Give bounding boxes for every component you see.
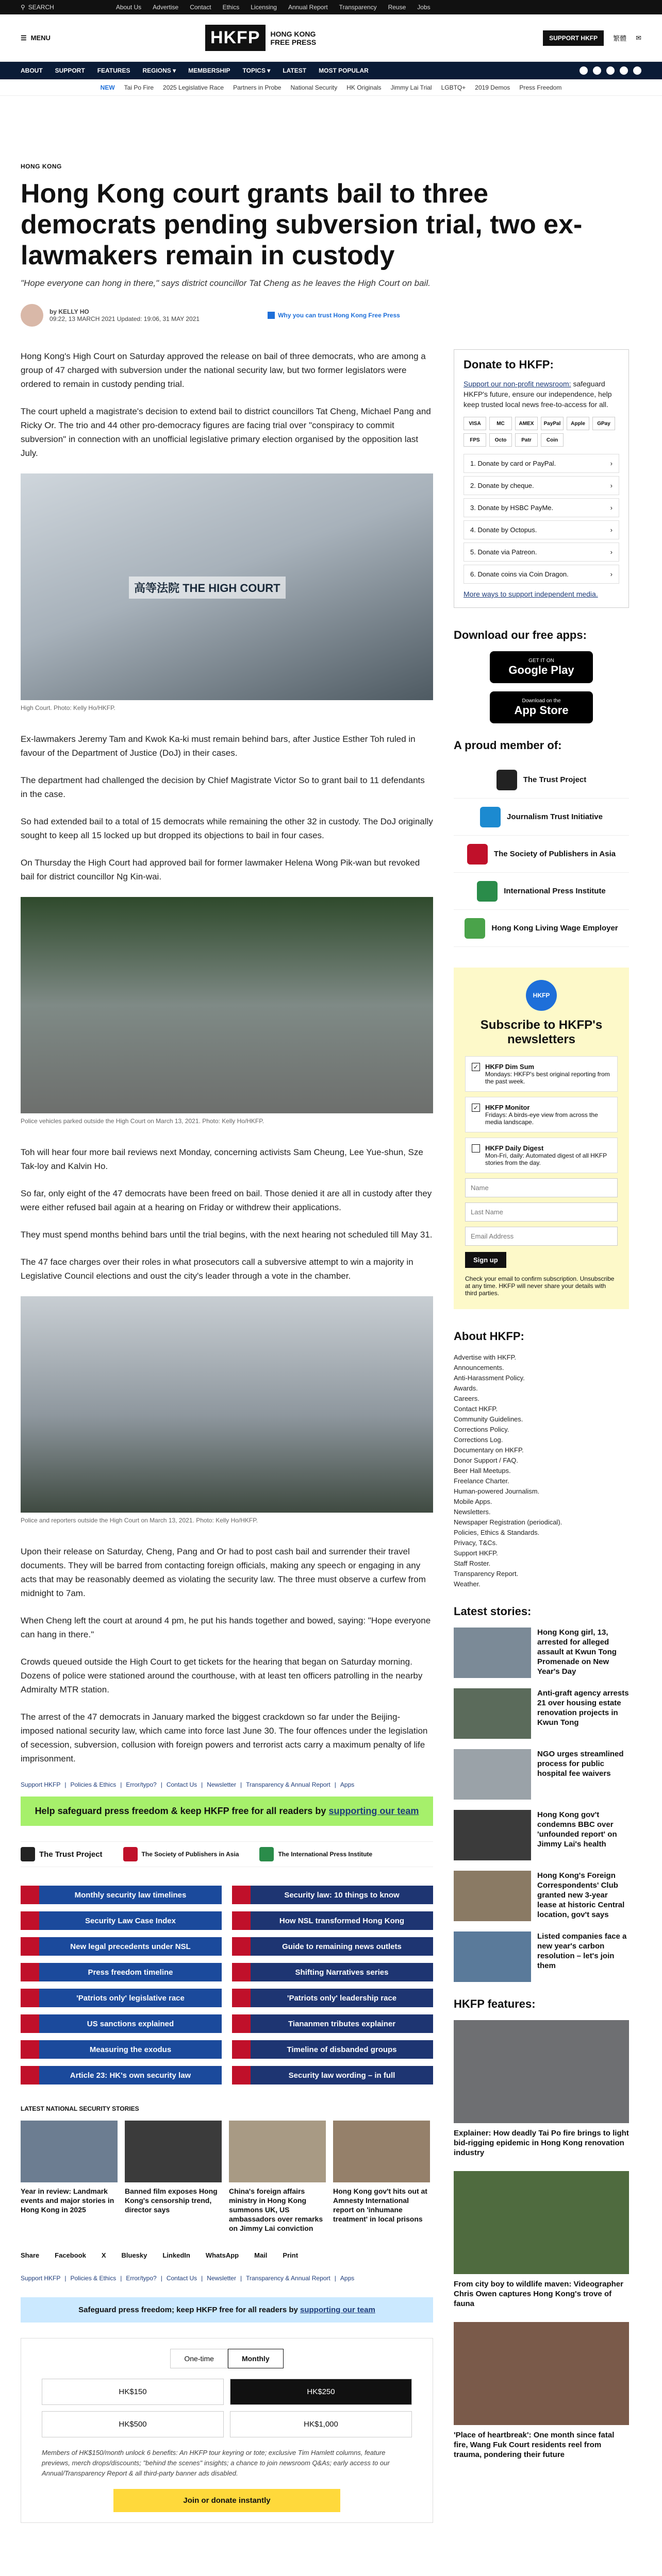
- story-title: Anti-graft agency arrests 21 over housing estate renovation projects in Kwun Tong: [537, 1689, 629, 1727]
- chevron-right-icon: ›: [610, 570, 613, 578]
- checkbox[interactable]: ✓: [472, 1104, 480, 1112]
- amount-option[interactable]: HK$150: [42, 2379, 224, 2405]
- story-thumbnail: [454, 1749, 531, 1800]
- about-link[interactable]: Transparency Report.: [454, 1570, 519, 1578]
- feature-story[interactable]: [454, 2322, 629, 2460]
- email-field[interactable]: Email Address: [465, 1227, 618, 1246]
- latest-story[interactable]: [454, 1871, 629, 1921]
- page-container: [21, 163, 641, 2523]
- donation-form: [21, 2338, 433, 2523]
- feature-story[interactable]: [454, 2020, 629, 2158]
- article-paragraph: The court upheld a magistrate's decision to extend bail to district councillors Tat Cheng, Michael Pang and Ricky Or. The trio and 44 other pro-democracy figures are facing trial over "conspiracy to commit subversion" in connection with an unofficial legislative primary election organised by the opposition last July.: [21, 406, 431, 458]
- explainer-link[interactable]: Press freedom timeline: [21, 1963, 222, 1981]
- chevron-right-icon: ›: [610, 482, 613, 489]
- feature-story[interactable]: [454, 2171, 629, 2309]
- photo-caption: High Court. Photo: Kelly Ho/HKFP.: [21, 704, 115, 711]
- utility-link-advertise[interactable]: Advertise: [153, 4, 179, 11]
- utility-link-licensing[interactable]: Licensing: [251, 4, 277, 11]
- latest-ns-card[interactable]: [333, 2121, 430, 2233]
- article-photo-high-court: [21, 473, 433, 700]
- latest-ns-card[interactable]: [229, 2121, 326, 2233]
- about-link[interactable]: Community Guidelines.: [454, 1415, 523, 1423]
- story-thumbnail: [229, 2121, 326, 2182]
- menu-label: MENU: [30, 34, 51, 42]
- membership-logos: [21, 1841, 433, 1867]
- feature-title: Explainer: How deadly Tai Po fire brings to light bid-rigging epidemic in Hong Kong renovation industry: [454, 2129, 629, 2157]
- about-link[interactable]: Careers.: [454, 1395, 479, 1402]
- trending-item[interactable]: HK Originals: [346, 83, 382, 91]
- security-explainer-links: [21, 1886, 433, 2084]
- separator: |: [334, 1781, 336, 1788]
- about-link[interactable]: Beer Hall Meetups.: [454, 1467, 511, 1475]
- separator: |: [334, 2275, 336, 2282]
- feature-thumbnail: [454, 2171, 629, 2274]
- trending-item[interactable]: 2019 Demos: [475, 83, 510, 91]
- article-category[interactable]: HONG KONG: [21, 163, 62, 170]
- explainer-link[interactable]: New legal precedents under NSL: [21, 1937, 222, 1956]
- app-store-button[interactable]: Download on the App Store: [490, 691, 593, 723]
- rss-icon[interactable]: [633, 66, 641, 75]
- photo-caption: Police vehicles parked outside the High Court on March 13, 2021. Photo: Kelly Ho/HKFP.: [21, 1117, 264, 1125]
- member-logo[interactable]: The Society of Publishers in Asia: [454, 836, 629, 873]
- facebook-icon[interactable]: [580, 66, 588, 75]
- separator: |: [160, 2275, 162, 2282]
- hkfp-badge: HKFP: [526, 980, 557, 1011]
- support-banner-link[interactable]: supporting our team: [328, 1806, 419, 1816]
- article-paragraph: Hong Kong's High Court on Saturday approved the release on bail of three democrats, who are among a group of 47 charged with subversion under the national security law, but two former legislators were ordered to remain in custody pending trial.: [21, 351, 426, 389]
- latest-story[interactable]: [454, 1749, 629, 1800]
- last-name-field[interactable]: Last Name: [465, 1202, 618, 1222]
- menu-button[interactable]: [21, 34, 51, 42]
- proud-member-list: [454, 761, 629, 947]
- payment-methods: [464, 417, 619, 447]
- donate-widget: [454, 349, 629, 608]
- coin-dragon-icon: Coin: [541, 433, 564, 447]
- trending-item[interactable]: LGBTQ+: [441, 83, 466, 91]
- newsletter-widget: [454, 968, 629, 1309]
- trending-bar: [0, 79, 662, 96]
- article-byline: [21, 304, 641, 327]
- amount-option[interactable]: HK$1,000: [230, 2411, 412, 2437]
- latest-story[interactable]: [454, 1810, 629, 1860]
- search-label: SEARCH: [28, 4, 54, 11]
- frequency-monthly[interactable]: Monthly: [228, 2349, 284, 2368]
- share-linkedin[interactable]: LinkedIn: [162, 2251, 190, 2259]
- frequency-one-time[interactable]: One-time: [170, 2349, 228, 2368]
- about-link[interactable]: Corrections Policy.: [454, 1426, 509, 1433]
- main-navigation: [0, 62, 662, 79]
- newsletter-option[interactable]: ✓ HKFP Dim Sum Mondays: HKFP's best original reporting from the past week.: [465, 1056, 618, 1092]
- utility-link-reuse[interactable]: Reuse: [388, 4, 406, 11]
- support-banner: [21, 1797, 433, 1826]
- about-links: [454, 1352, 629, 1589]
- envelope-icon: ✉: [636, 33, 641, 42]
- safeguard-banner: [21, 2297, 433, 2323]
- signup-button[interactable]: Sign up: [465, 1252, 506, 1268]
- donate-widget-title: Donate to HKFP:: [464, 358, 554, 371]
- nav-about[interactable]: ABOUT: [21, 67, 43, 74]
- ipi-icon: [259, 1847, 274, 1861]
- about-link[interactable]: Contact HKFP.: [454, 1405, 498, 1413]
- amount-option-selected[interactable]: HK$250: [230, 2379, 412, 2405]
- about-link[interactable]: Weather.: [454, 1580, 481, 1588]
- chevron-right-icon: ›: [610, 526, 613, 534]
- story-thumbnail: [454, 1931, 531, 1982]
- author-name[interactable]: by KELLY HO: [49, 308, 89, 315]
- article-title: Hong Kong court grants bail to three democrats pending subversion trial, two ex-lawmakers remain in custody: [21, 179, 583, 270]
- story-title: Hong Kong girl, 13, arrested for alleged assault at Kwun Tong Promenade on New Year's Day: [537, 1628, 617, 1676]
- article-paragraph: Crowds queued outside the High Court to get tickets for the hearing that began on Saturday morning. Dozens of police were stationed around the courthouse, with at least ten officers patrolling in the nearby Admiralty MTR station.: [21, 1657, 423, 1694]
- article-paragraph: So far, only eight of the 47 democrats have been freed on bail. Those denied it are all in custody after they were either refused bail again at a hearing on Friday or withdrew their applications.: [21, 1189, 432, 1212]
- share-print[interactable]: Print: [283, 2251, 299, 2259]
- article-paragraph: Ex-lawmakers Jeremy Tam and Kwok Ka-ki must remain behind bars, after Justice Esther Toh ruled in favour of the Department of Justice (DoJ) in their cases.: [21, 734, 416, 758]
- story-thumbnail: [454, 1810, 531, 1860]
- latest-stories-list: [454, 1628, 629, 1982]
- about-link[interactable]: Anti-Harassment Policy.: [454, 1374, 525, 1382]
- amount-option[interactable]: HK$500: [42, 2411, 224, 2437]
- site-logo[interactable]: [205, 25, 316, 51]
- share-x[interactable]: X: [101, 2251, 106, 2259]
- more-ways-link[interactable]: More ways to support independent media.: [464, 590, 598, 598]
- donate-nonprofit-link[interactable]: Support our non-profit newsroom:: [464, 380, 571, 388]
- octopus-icon: Octo: [489, 433, 512, 447]
- trust-icon: [268, 312, 275, 319]
- donate-option[interactable]: 2. Donate by cheque. ›: [464, 476, 619, 495]
- donation-frequency-toggle: [42, 2349, 412, 2368]
- about-link[interactable]: Documentary on HKFP.: [454, 1446, 524, 1454]
- article-footer-links: [21, 1781, 433, 1788]
- explainer-link[interactable]: Shifting Narratives series: [232, 1963, 433, 1981]
- article-body: [21, 349, 433, 2523]
- explainer-link[interactable]: Security law: 10 things to know: [232, 1886, 433, 1904]
- story-thumbnail: [21, 2121, 118, 2182]
- utility-link-ethics[interactable]: Ethics: [222, 4, 240, 11]
- separator: |: [240, 2275, 242, 2282]
- features-list: [454, 2020, 629, 2460]
- logo-text: HONG KONG FREE PRESS: [270, 29, 317, 46]
- trending-new-label: NEW: [100, 83, 115, 91]
- patreon-icon: Patr: [515, 433, 538, 447]
- ipi-icon: [477, 881, 498, 902]
- trending-item[interactable]: Partners in Probe: [233, 83, 282, 91]
- article-paragraph: On Thursday the High Court had approved bail for former lawmaker Helena Wong Pik-wan but revoked bail for district councillor Ng Kin-wai.: [21, 858, 420, 882]
- x-icon[interactable]: [593, 66, 601, 75]
- member-logo[interactable]: Hong Kong Living Wage Employer: [454, 910, 629, 947]
- explainer-link[interactable]: Tiananmen tributes explainer: [232, 2014, 433, 2033]
- photo-caption: Police and reporters outside the High Court on March 13, 2021. Photo: Kelly Ho/HKFP.: [21, 1517, 258, 1524]
- explainer-link[interactable]: Security Law Case Index: [21, 1911, 222, 1930]
- safeguard-link[interactable]: supporting our team: [300, 2306, 375, 2314]
- about-link[interactable]: Newspaper Registration (periodical).: [454, 1518, 562, 1526]
- about-link[interactable]: Staff Roster.: [454, 1560, 491, 1567]
- utility-link-jobs[interactable]: Jobs: [417, 4, 431, 11]
- about-link[interactable]: Donor Support / FAQ.: [454, 1456, 519, 1464]
- footer-link[interactable]: Policies & Ethics: [70, 1781, 117, 1788]
- explainer-link[interactable]: How NSL transformed Hong Kong: [232, 1911, 433, 1930]
- share-bar: [21, 2251, 433, 2259]
- separator: |: [240, 1781, 242, 1788]
- ipi-logo[interactable]: The International Press Institute: [259, 1847, 372, 1861]
- name-field[interactable]: Name: [465, 1178, 618, 1197]
- story-thumbnail: [454, 1688, 531, 1739]
- separator: |: [120, 1781, 122, 1788]
- hamburger-icon: ☰: [21, 33, 27, 42]
- article-paragraph: The department had challenged the decision by Chief Magistrate Victor So to grant bail to 11 defendants in the case.: [21, 775, 425, 799]
- story-thumbnail: [454, 1871, 531, 1921]
- trust-project-icon: [496, 770, 517, 790]
- story-title: NGO urges streamlined process for public hospital fee waivers: [537, 1750, 624, 1778]
- latest-ns-heading: LATEST NATIONAL SECURITY STORIES: [21, 2105, 139, 2112]
- logo-box: HKFP: [205, 25, 266, 51]
- article-paragraph: The 47 face charges over their roles in what prosecutors call a subversive attempt to win a majority in Legislative Council elections and oust the city's leader through a vote in the chamber.: [21, 1257, 413, 1281]
- about-link[interactable]: Awards.: [454, 1384, 478, 1392]
- member-logo[interactable]: International Press Institute: [454, 873, 629, 910]
- about-link[interactable]: Privacy, T&Cs.: [454, 1539, 498, 1547]
- top-utility-bar: [0, 0, 662, 14]
- google-play-button[interactable]: GET IT ON Google Play: [490, 651, 593, 683]
- email-link[interactable]: [636, 34, 641, 42]
- explainer-link[interactable]: Monthly security law timelines: [21, 1886, 222, 1904]
- checkbox[interactable]: ✓: [472, 1063, 480, 1071]
- footer-link[interactable]: Transparency & Annual Report: [246, 1781, 330, 1788]
- chevron-right-icon: ›: [610, 460, 613, 467]
- about-link[interactable]: Newsletters.: [454, 1508, 491, 1516]
- trending-item[interactable]: Press Freedom: [519, 83, 562, 91]
- donate-option[interactable]: 5. Donate via Patreon. ›: [464, 543, 619, 562]
- explainer-link[interactable]: 'Patriots only' leadership race: [232, 1989, 433, 2007]
- chevron-right-icon: ›: [610, 504, 613, 512]
- features-title: HKFP features:: [454, 1997, 536, 2010]
- explainer-link[interactable]: Security law wording – in full: [232, 2066, 433, 2084]
- about-link[interactable]: Human-powered Journalism.: [454, 1487, 540, 1495]
- nav-regions[interactable]: REGIONS ▾: [142, 67, 176, 74]
- footer-link[interactable]: Apps: [340, 1781, 355, 1788]
- author-avatar: [21, 304, 43, 327]
- newsletter-option[interactable]: HKFP Daily Digest Mon-Fri, daily: Automated digest of all HKFP stories from the day.: [465, 1138, 618, 1173]
- fps-icon: FPS: [464, 433, 486, 447]
- proud-member-title: A proud member of:: [454, 739, 562, 752]
- newsletter-title: Subscribe to HKFP's newsletters: [480, 1018, 603, 1046]
- amex-icon: AMEX: [515, 417, 538, 430]
- sopa-logo[interactable]: The Society of Publishers in Asia: [123, 1847, 239, 1861]
- google-pay-icon: GPay: [592, 417, 615, 430]
- separator: |: [201, 2275, 203, 2282]
- photo-sign-text: 高等法院 THE HIGH COURT: [129, 577, 286, 599]
- trending-item[interactable]: Jimmy Lai Trial: [390, 83, 432, 91]
- article-paragraph: The arrest of the 47 democrats in January marked the biggest crackdown so far under the Beijing-imposed national security law, which came into force last June 30. The four offences under the legislation of secession, subversion, collusion with foreign powers and terrorist acts carry a maximum penalty of life imprisonment.: [21, 1712, 428, 1764]
- instagram-icon[interactable]: [606, 66, 615, 75]
- youtube-icon[interactable]: [620, 66, 628, 75]
- share-label: Share: [21, 2251, 40, 2259]
- explainer-link[interactable]: US sanctions explained: [21, 2014, 222, 2033]
- footer-link[interactable]: Error/typo?: [126, 2275, 157, 2282]
- safeguard-text: Safeguard press freedom; keep HKFP free for all readers by: [78, 2306, 301, 2314]
- article-photo-police-reporters: [21, 1296, 433, 1513]
- utility-link-transparency[interactable]: Transparency: [339, 4, 377, 11]
- article-paragraph: Toh will hear four more bail reviews next Monday, concerning activists Sam Cheung, Lee Yue-shun, Sze Tak-loy and Kalvin Ho.: [21, 1147, 423, 1171]
- jti-icon: [480, 807, 501, 827]
- story-title: Hong Kong gov't condemns BBC over 'unfounded report' on Jimmy Lai's health: [537, 1810, 617, 1849]
- trending-item[interactable]: National Security: [290, 83, 338, 91]
- membership-benefits-note: Members of HK$150/month unlock 6 benefits: An HKFP tour keyring or tote; exclusive Tim Hamlett columns, feature previews, merch drops/discounts; "behind the scenes" insights; a chance to join newsroom Q&As; early access to our Annual/Transparency Report & all third-party banner ads disabled.: [42, 2449, 390, 2477]
- site-header: [0, 14, 662, 62]
- nav-latest[interactable]: LATEST: [283, 67, 307, 74]
- content-columns: [21, 349, 641, 2523]
- story-title: Year in review: Landmark events and major stories in Hong Kong in 2025: [21, 2187, 114, 2214]
- about-link[interactable]: Announcements.: [454, 1364, 504, 1371]
- utility-links: [116, 4, 431, 11]
- article-paragraph: Upon their release on Saturday, Cheng, Pang and Or had to post cash bail and surrender their travel documents. They will be barred from contacting foreign officials, making any speech or engaging in any acts that may be reasonably deemed as violating the security law. The three must observe a curfew from midnight to 7am.: [21, 1547, 426, 1598]
- feature-title: 'Place of heartbreak': One month since fatal fire, Wang Fuk Court residents reel from trauma, pondering their future: [454, 2431, 615, 2459]
- living-wage-icon: [465, 918, 485, 939]
- footer-link[interactable]: Support HKFP: [21, 1781, 61, 1788]
- donate-option[interactable]: 3. Donate by HSBC PayMe. ›: [464, 498, 619, 517]
- newsletter-option[interactable]: ✓ HKFP Monitor Fridays: A birds-eye view from across the media landscape.: [465, 1097, 618, 1132]
- sopa-icon: [467, 844, 488, 865]
- member-logo[interactable]: The Trust Project: [454, 761, 629, 799]
- article-paragraph: When Cheng left the court at around 4 pm, he put his hands together and bowed, saying: "Hope everyone can hang in there.": [21, 1616, 431, 1639]
- utility-link-contact[interactable]: Contact: [190, 4, 211, 11]
- about-link[interactable]: Freelance Charter.: [454, 1477, 509, 1485]
- article-photo-police-vehicles: [21, 897, 433, 1113]
- donate-option[interactable]: 6. Donate coins via Coin Dragon. ›: [464, 565, 619, 584]
- social-icons: [580, 66, 641, 75]
- story-title: Hong Kong's Foreign Correspondents' Club granted new 3-year lease at historic Central location, gov't says: [537, 1871, 625, 1919]
- donate-widget-text: Support our non-profit newsroom: safeguard HKFP's future, ensure our independence, help keep trusted local news free-to-access for all.: [464, 380, 612, 409]
- feature-thumbnail: [454, 2322, 629, 2425]
- apple-pay-icon: Apple: [567, 417, 589, 430]
- mastercard-icon: MC: [489, 417, 512, 430]
- trust-project-icon: [21, 1847, 35, 1861]
- nav-membership[interactable]: MEMBERSHIP: [188, 67, 230, 74]
- language-switch[interactable]: 繁體: [613, 35, 627, 42]
- separator: |: [64, 1781, 67, 1788]
- trust-project-logo[interactable]: The Trust Project: [21, 1847, 103, 1861]
- story-thumbnail: [454, 1628, 531, 1678]
- donate-option[interactable]: 4. Donate by Octopus. ›: [464, 520, 619, 539]
- explainer-link[interactable]: Article 23: HK's own security law: [21, 2066, 222, 2084]
- story-title: Banned film exposes Hong Kong's censorship trend, director says: [125, 2187, 218, 2214]
- chevron-right-icon: ›: [610, 548, 613, 556]
- about-link[interactable]: Advertise with HKFP.: [454, 1353, 517, 1361]
- explainer-link[interactable]: 'Patriots only' legislative race: [21, 1989, 222, 2007]
- search-toggle[interactable]: [21, 4, 54, 11]
- separator: |: [201, 1781, 203, 1788]
- paypal-icon: PayPal: [541, 417, 564, 430]
- trending-item[interactable]: Tai Po Fire: [124, 83, 154, 91]
- story-thumbnail: [333, 2121, 430, 2182]
- donate-options: [464, 454, 619, 584]
- explainer-link[interactable]: Timeline of disbanded groups: [232, 2040, 433, 2059]
- article-paragraph: So had extended bail to a total of 15 democrats while remaining the other 32 in custody. The DoJ originally sought to keep all 15 locked up but dropped its objections to bail in four cases.: [21, 817, 433, 840]
- footer-link[interactable]: Newsletter: [207, 1781, 236, 1788]
- about-link[interactable]: Support HKFP.: [454, 1549, 498, 1557]
- latest-stories-title: Latest stories:: [454, 1605, 532, 1618]
- nav-most-popular[interactable]: MOST POPULAR: [319, 67, 369, 74]
- separator: |: [160, 1781, 162, 1788]
- header-actions: [543, 30, 641, 46]
- explainer-link[interactable]: Measuring the exodus: [21, 2040, 222, 2059]
- footer-link[interactable]: Contact Us: [166, 1781, 197, 1788]
- footer-link[interactable]: Contact Us: [166, 2275, 197, 2282]
- footer-link[interactable]: Transparency & Annual Report: [246, 2275, 330, 2282]
- feature-thumbnail: [454, 2020, 629, 2123]
- nav-support[interactable]: SUPPORT: [55, 67, 85, 74]
- about-link[interactable]: Mobile Apps.: [454, 1498, 492, 1505]
- article-footer-links-2: [21, 2275, 433, 2282]
- visa-icon: VISA: [464, 417, 486, 430]
- trust-label: Why you can trust Hong Kong Free Press: [278, 312, 400, 319]
- donate-button[interactable]: Join or donate instantly: [113, 2489, 340, 2512]
- explainer-link[interactable]: Guide to remaining news outlets: [232, 1937, 433, 1956]
- utility-link-about[interactable]: About Us: [115, 4, 142, 11]
- story-title: Listed companies face a new year's carbon resolution – let's join them: [537, 1932, 627, 1970]
- apps-title: Download our free apps:: [454, 629, 587, 641]
- article-subtitle: "Hope everyone can hong in there," says district councillor Tat Cheng as he leaves the High Court on bail.: [21, 278, 431, 288]
- nav-topics[interactable]: TOPICS ▾: [242, 67, 271, 74]
- support-banner-text: Help safeguard press freedom & keep HKFP free for all readers by: [35, 1806, 329, 1816]
- about-title: About HKFP:: [454, 1330, 524, 1343]
- latest-story[interactable]: [454, 1688, 629, 1739]
- story-title: Hong Kong gov't hits out at Amnesty International report on 'inhumane treatment' in local prisons: [333, 2187, 427, 2223]
- checkbox[interactable]: [472, 1144, 480, 1153]
- trust-link[interactable]: [268, 312, 400, 319]
- latest-ns-card[interactable]: [21, 2121, 118, 2233]
- story-title: China's foreign affairs ministry in Hong Kong summons UK, US ambassadors over remarks on Jimmy Lai conviction: [229, 2187, 323, 2232]
- article-paragraph: They must spend months behind bars until the trial begins, with the next hearing not scheduled till May 31.: [21, 1230, 433, 1240]
- feature-title: From city boy to wildlife maven: Videographer Chris Owen captures Hong Kong's trove of fauna: [454, 2280, 623, 2308]
- newsletter-note: Check your email to confirm subscription. Unsubscribe at any time. HKFP will never share your details with third parties.: [465, 1275, 615, 1297]
- latest-story[interactable]: [454, 1628, 629, 1678]
- donation-amounts: [42, 2379, 412, 2437]
- sidebar: [454, 349, 629, 2523]
- about-link[interactable]: Corrections Log.: [454, 1436, 503, 1444]
- footer-link[interactable]: Apps: [340, 2275, 355, 2282]
- latest-story[interactable]: [454, 1931, 629, 1982]
- share-mail[interactable]: Mail: [254, 2251, 268, 2259]
- about-link[interactable]: Policies, Ethics & Standards.: [454, 1529, 540, 1536]
- footer-link[interactable]: Error/typo?: [126, 1781, 157, 1788]
- support-hkfp-button[interactable]: SUPPORT HKFP: [543, 30, 604, 46]
- footer-link[interactable]: Policies & Ethics: [70, 2275, 117, 2282]
- footer-link[interactable]: Support HKFP: [21, 2275, 61, 2282]
- footer-link[interactable]: Newsletter: [207, 2275, 236, 2282]
- sopa-icon: [123, 1847, 138, 1861]
- utility-link-annual-report[interactable]: Annual Report: [288, 4, 328, 11]
- story-thumbnail: [125, 2121, 222, 2182]
- nav-features[interactable]: FEATURES: [97, 67, 130, 74]
- separator: |: [64, 2275, 67, 2282]
- search-icon: ⚲: [21, 4, 25, 11]
- share-facebook[interactable]: Facebook: [55, 2251, 86, 2259]
- latest-ns-list: [21, 2121, 433, 2233]
- publish-date: 09:22, 13 MARCH 2021 Updated: 19:06, 31 MAY 2021: [49, 315, 200, 323]
- share-whatsapp[interactable]: WhatsApp: [205, 2251, 239, 2259]
- member-logo[interactable]: Journalism Trust Initiative: [454, 799, 629, 836]
- separator: |: [120, 2275, 122, 2282]
- donate-option[interactable]: 1. Donate by card or PayPal. ›: [464, 454, 619, 473]
- latest-ns-card[interactable]: [125, 2121, 222, 2233]
- share-bluesky[interactable]: Bluesky: [121, 2251, 147, 2259]
- trending-item[interactable]: 2025 Legislative Race: [163, 83, 224, 91]
